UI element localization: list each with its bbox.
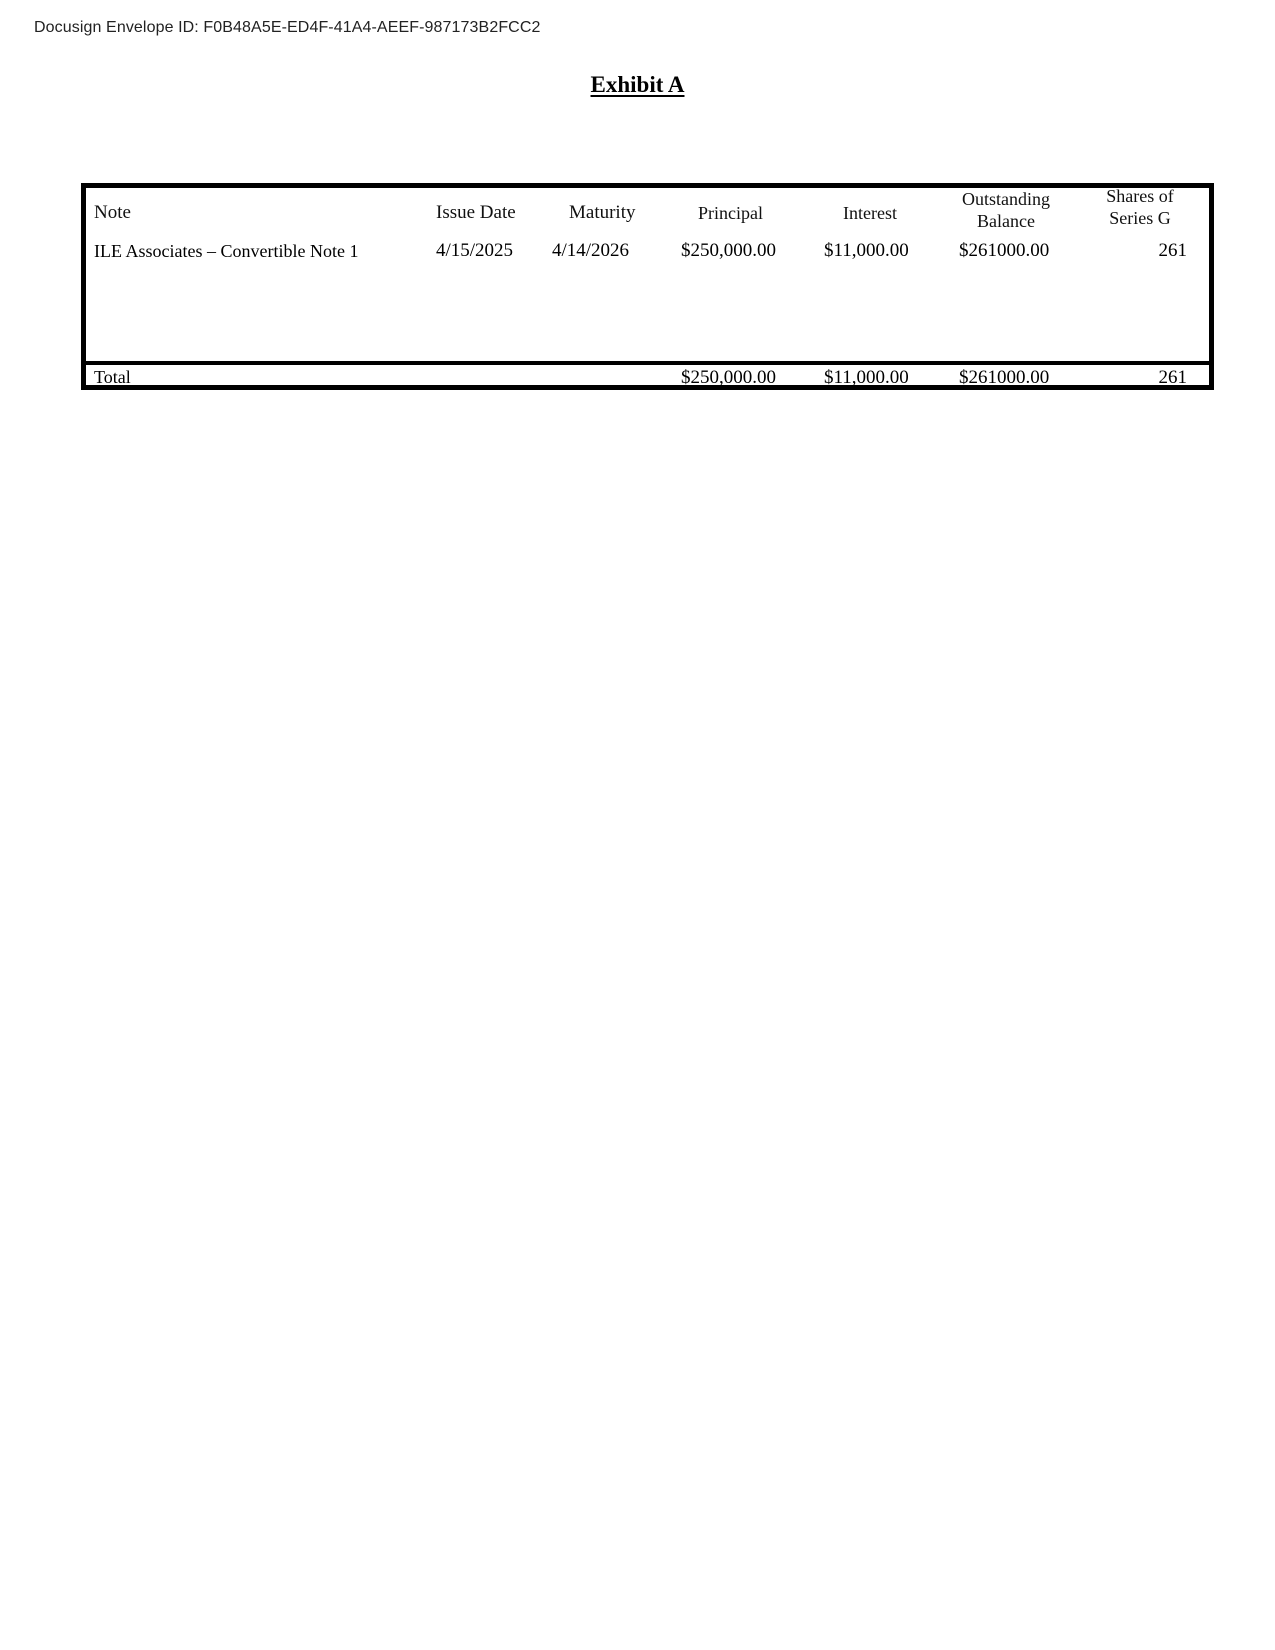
- row-outstanding: $261000.00: [959, 240, 1050, 261]
- header-outstanding-line1: Outstanding: [962, 189, 1050, 209]
- total-label: Total: [94, 367, 131, 387]
- total-principal: $250,000.00: [681, 367, 776, 388]
- header-outstanding-balance: [946, 188, 1066, 232]
- header-note: Note: [94, 202, 131, 223]
- row-principal: $250,000.00: [681, 240, 776, 261]
- page-title: [0, 72, 1275, 98]
- header-outstanding-line2: Balance: [977, 211, 1035, 231]
- header-principal: Principal: [698, 203, 763, 223]
- header-maturity: Maturity: [569, 202, 636, 223]
- total-shares: 261: [1158, 367, 1187, 388]
- header-shares-line2: Series G: [1109, 208, 1171, 228]
- total-outstanding: $261000.00: [959, 367, 1050, 388]
- header-shares-line1: Shares of: [1106, 186, 1174, 206]
- row-maturity: 4/14/2026: [552, 240, 630, 261]
- header-issue-date: Issue Date: [436, 202, 516, 223]
- total-divider: [86, 361, 1209, 365]
- header-interest: Interest: [843, 203, 897, 223]
- total-interest: $11,000.00: [824, 367, 909, 388]
- page-title-text: Exhibit A: [590, 72, 685, 97]
- row-note: ILE Associates – Convertible Note 1: [94, 241, 359, 261]
- row-interest: $11,000.00: [824, 240, 909, 261]
- row-issue-date: 4/15/2025: [436, 240, 514, 261]
- header-shares-series-g: [1081, 185, 1199, 229]
- notes-table: [81, 183, 1214, 390]
- row-shares: 261: [1158, 240, 1187, 261]
- envelope-id: Docusign Envelope ID: F0B48A5E-ED4F-41A4-AEEF-987173B2FCC2: [34, 19, 541, 36]
